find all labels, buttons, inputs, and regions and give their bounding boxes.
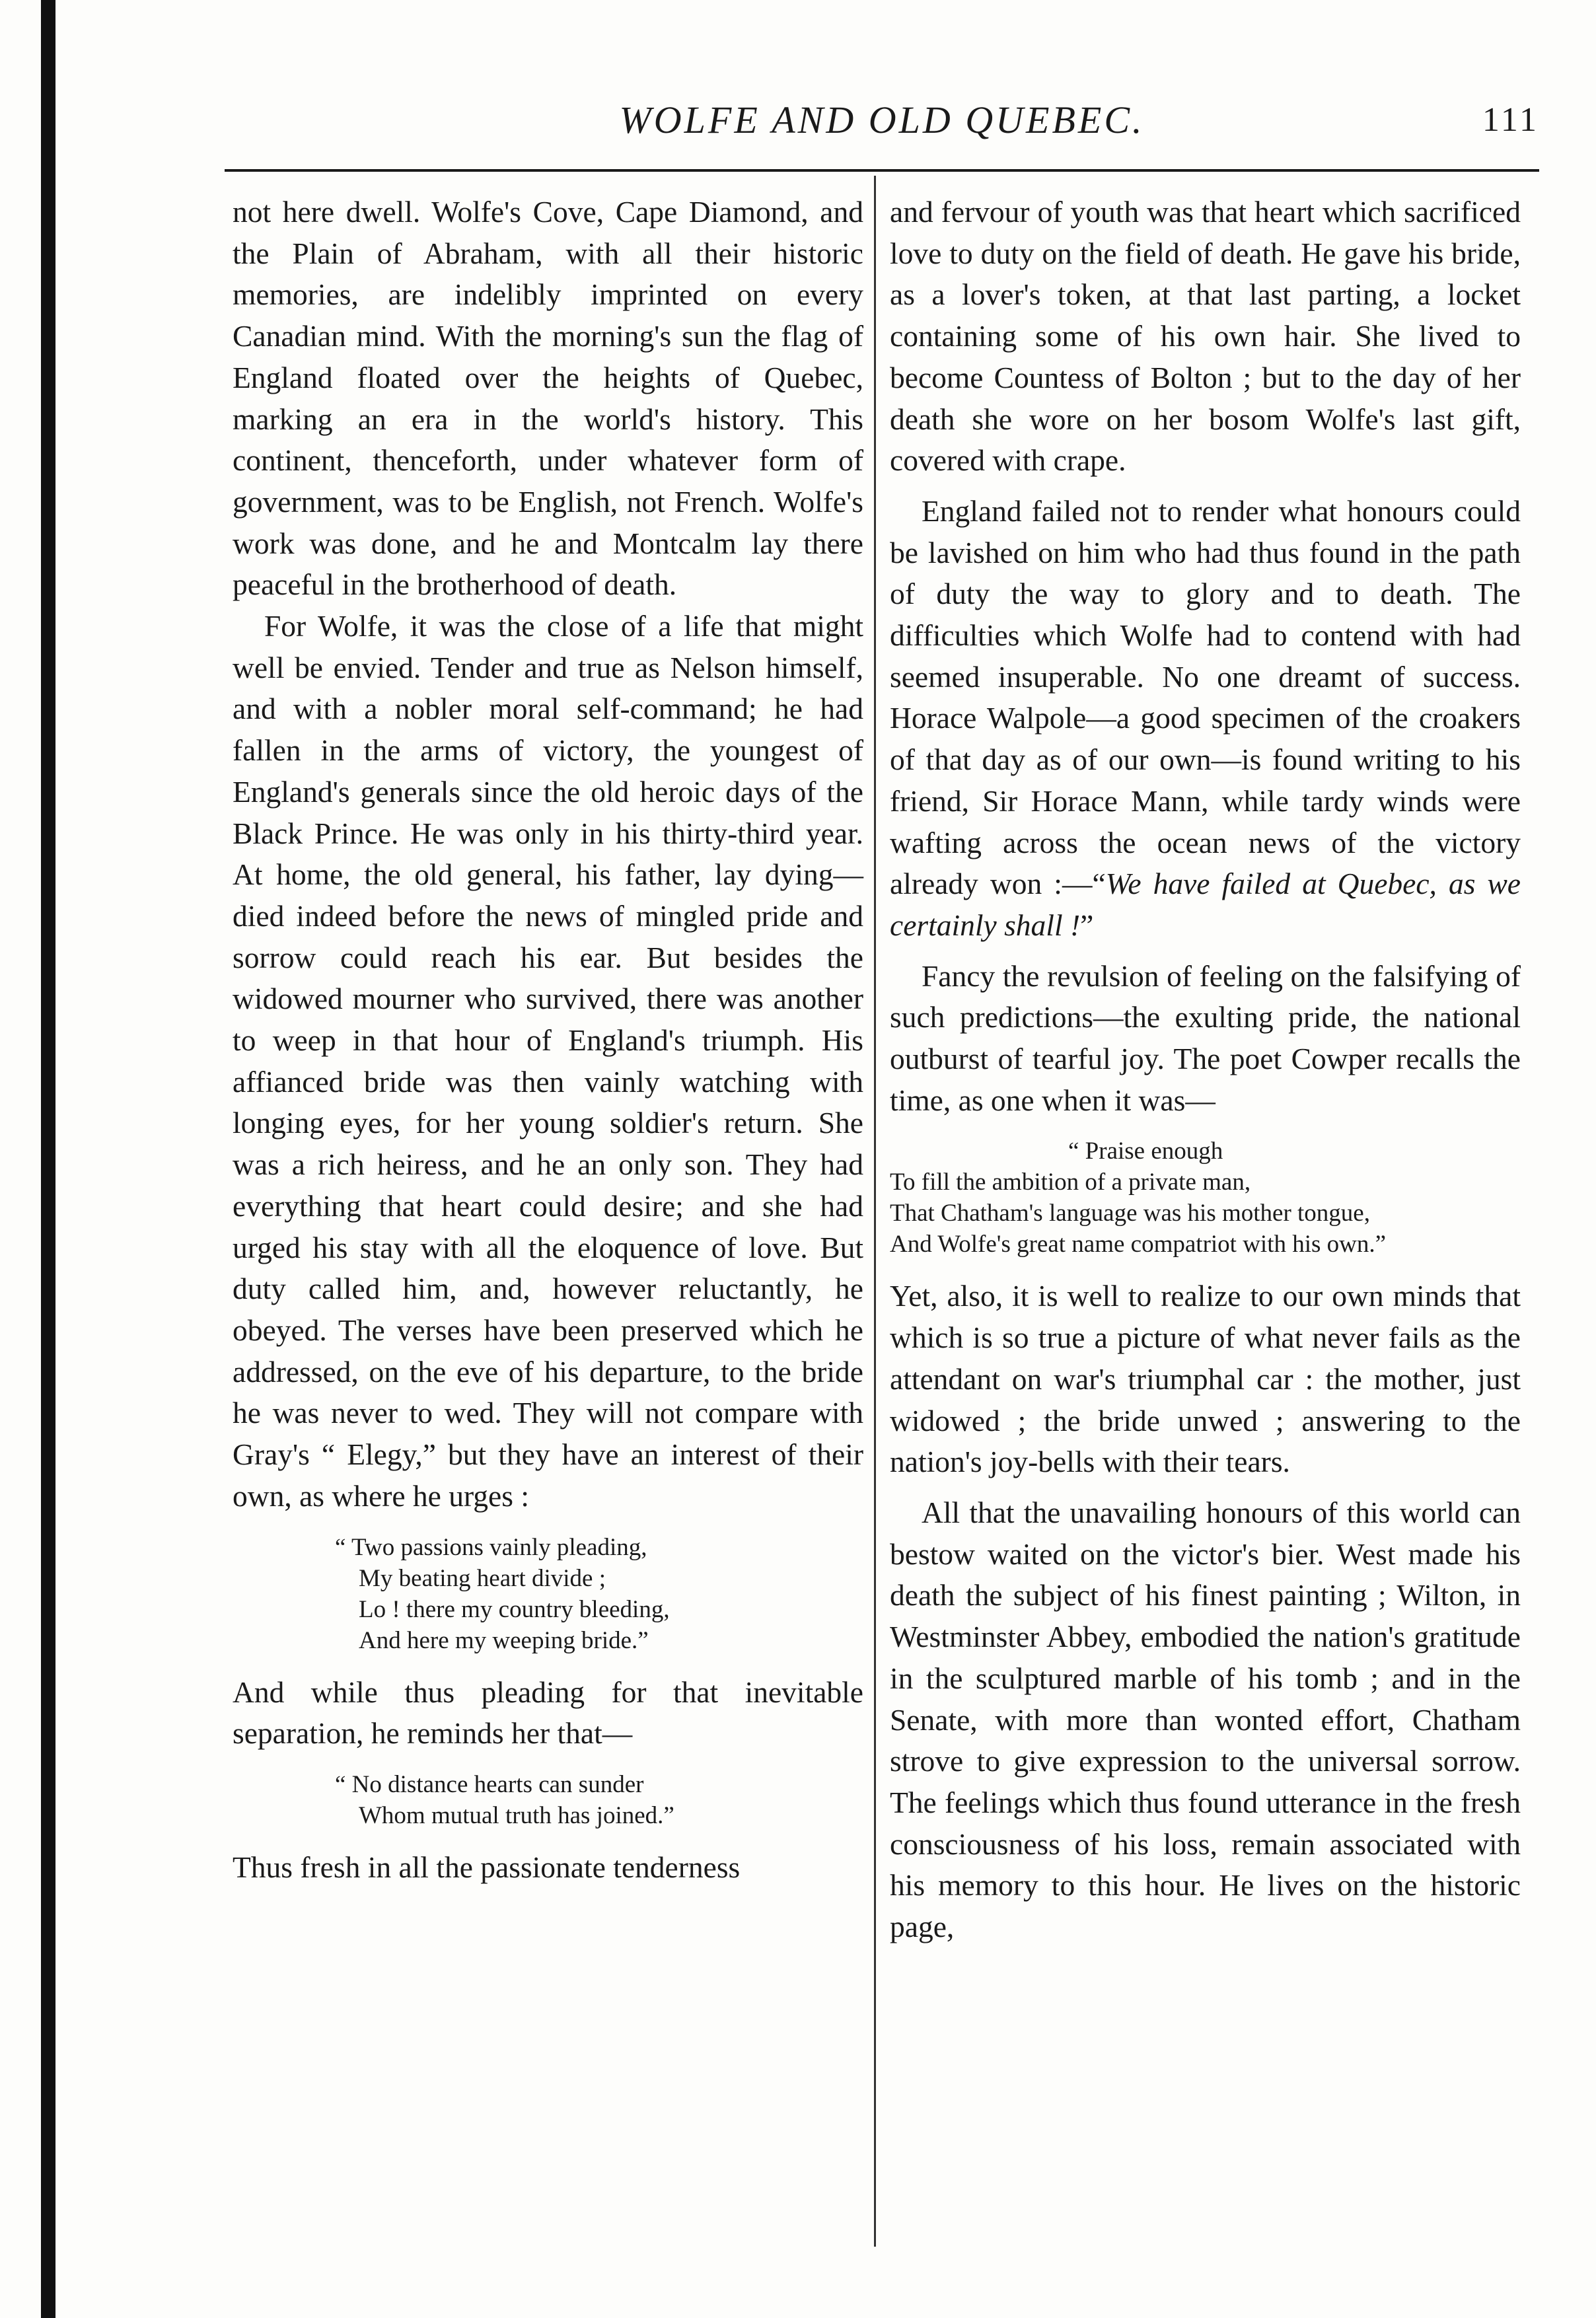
paragraph-text: England failed not to render what honours could be lavished on him who had thus found in the path of duty the way to glory and to death. The difficulties which Wolfe had to contend with had seemed insuperable. No one dreamt of success. Horace Walpole—a good specimen of the croakers of that day as of our own—is found writing to his friend, Sir Horace Mann, while tardy winds were wafting across the ocean news of the victory already won :—“ (890, 493, 1521, 901)
verse-line: And here my weeping bride.” (359, 1626, 649, 1654)
binding-edge (41, 0, 55, 2318)
paragraph: For Wolfe, it was the close of a life that might well be envied. Tender and true as Nelson himself, and with a nobler moral self-command; he had fallen in the arms of victory, the youngest of England's generals since the old heroic days of the Black Prince. He was only in his thirty-third year. At home, the old general, his father, lay dying—died indeed before the news of mingled pride and sorrow could reach his ear. But besides the widowed mourner who survived, there was another to weep in that hour of England's triumph. His affianced bride was then vainly watching with longing eyes, for her young soldier's return. She was a rich heiress, and he an only son. They had everything that heart could desire; and she had urged his stay with all the eloquence of love. But duty called him, and, however reluctantly, he obeyed. The verses have been preserved which he addressed, on the eve of his departure, to the bride he was never to wed. They will not compare with Gray's “ Elegy,” but they have an interest of their own, as where he urges : (233, 609, 863, 1513)
verse-line: That Chatham's language was his mother tongue, (890, 1200, 1370, 1227)
page-header (225, 86, 1539, 152)
verse-quote (335, 1532, 863, 1656)
verse-line: “ No distance hearts can sunder (335, 1770, 644, 1798)
paragraph: All that the unavailing honours of this world can bestow waited on the victor's bier. West made his death the subject of his finest painting ; Wilton, in Westminster Abbey, embodied the nation's gratitude in the sculptured marble of his tomb ; and in the Senate, with more than wonted effort, Chatham strove to give expression to the universal sorrow. The feelings which thus found utterance in the fresh consciousness of his loss, remain associated with his memory to this hour. He lives on the historic page, (890, 1495, 1521, 1944)
italic-quote: We have failed at Quebec, as we certainly shall ! (890, 867, 1521, 942)
column-divider (874, 176, 876, 2247)
verse-line: Lo ! there my country bleeding, (359, 1595, 670, 1623)
verse-line: To fill the ambition of a private man, (890, 1169, 1251, 1196)
right-column (890, 192, 1521, 1948)
paragraph: Thus fresh in all the passionate tenderness (233, 1850, 741, 1884)
verse-line: My beating heart divide ; (359, 1564, 606, 1592)
paragraph-text: ” (1080, 908, 1094, 942)
verse-quote (335, 1769, 863, 1831)
paragraph: Yet, also, it is well to realize to our own minds that which is so true a picture of what never fails as the attendant on war's triumphal car : the mother, just widowed ; the bride unwed ; answering to the nation's joy-bells with their tears. (890, 1279, 1521, 1479)
left-column (233, 192, 863, 1889)
header-rule (225, 169, 1539, 172)
running-title: WOLFE AND OLD QUEBEC. (619, 98, 1145, 141)
paragraph: And while thus pleading for that inevitable separation, he reminds her that— (233, 1675, 863, 1751)
page-number: 111 (1482, 101, 1539, 139)
paragraph: and fervour of youth was that heart which sacrificed love to duty on the field of death. He gave his bride, as a lover's token, at that last parting, a locket containing some of his own hair. She lived to become Countess of Bolton ; but to the day of her death she wore on her bosom Wolfe's last gift, covered with crape. (890, 195, 1521, 478)
verse-line: “ Two passions vainly pleading, (335, 1533, 647, 1561)
paragraph: not here dwell. Wolfe's Cove, Cape Diamond, and the Plain of Abraham, with all their historic memories, are indelibly imprinted on every Canadian mind. With the morning's sun the flag of England floated over the heights of Quebec, marking an era in the world's history. This continent, thenceforth, under whatever form of government, was to be English, not French. Wolfe's work was done, and he and Montcalm lay there peaceful in the brotherhood of death. (233, 195, 863, 602)
verse-line: “ Praise enough (1068, 1138, 1223, 1165)
verse-quote (890, 1136, 1521, 1260)
verse-line: Whom mutual truth has joined.” (359, 1801, 674, 1829)
verse-line: And Wolfe's great name compatriot with his own.” (890, 1231, 1387, 1258)
paragraph: Fancy the revulsion of feeling on the falsifying of such predictions—the exulting pride, the national outburst of tearful joy. The poet Cowper recalls the time, as one when it was— (890, 959, 1521, 1117)
paragraph (890, 491, 1521, 947)
